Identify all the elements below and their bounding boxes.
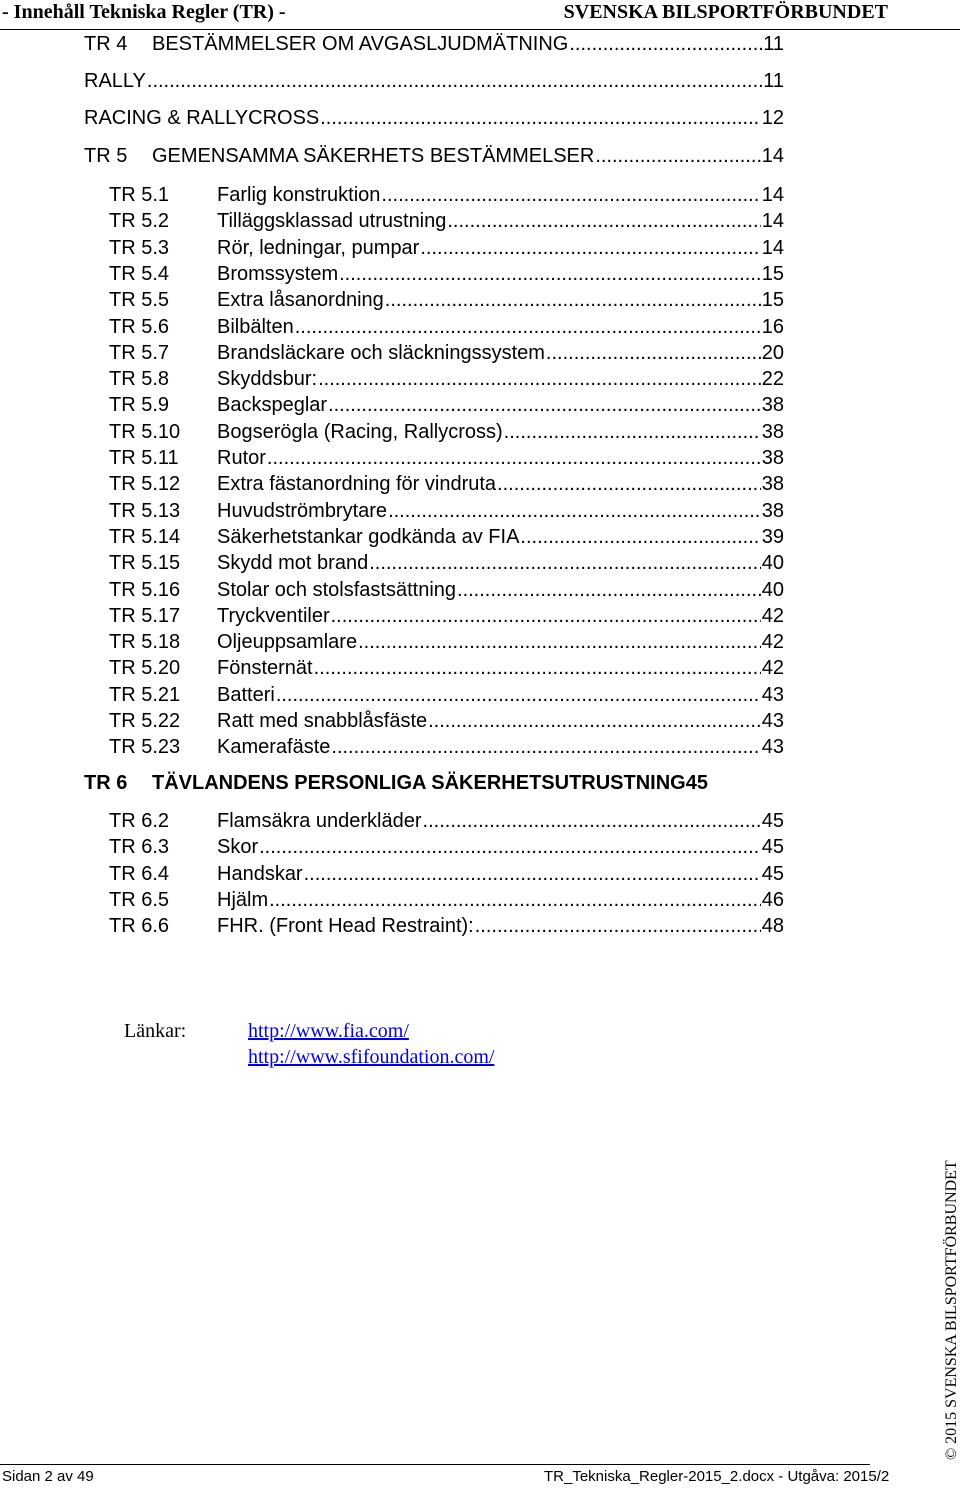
- toc-entry-number: TR 5.7: [109, 341, 170, 364]
- toc-entry-number: TR 5: [84, 145, 128, 167]
- header-right-text: SVENSKA BILSPORTFÖRBUNDET: [563, 1, 888, 23]
- toc-entry-page: 38: [761, 499, 784, 522]
- toc-entry-number: TR 5.16: [109, 578, 181, 601]
- toc-dot-leader: [504, 419, 761, 445]
- toc-entry-page: 11: [763, 70, 784, 92]
- toc-entry[interactable]: [84, 143, 784, 169]
- toc-entry-number: TR 5.3: [109, 236, 170, 259]
- toc-entry[interactable]: [109, 861, 784, 887]
- toc-entry[interactable]: [109, 419, 784, 445]
- toc-entry-number: TR 6.2: [109, 810, 170, 832]
- toc-entry[interactable]: [109, 498, 784, 524]
- toc-dot-leader: [267, 445, 761, 471]
- toc-entry-number: TR 5.12: [109, 473, 181, 496]
- toc-entry[interactable]: [109, 471, 784, 497]
- toc-entry-title: FHR. (Front Head Restraint):: [217, 915, 474, 938]
- footer-page-number: Sidan 2 av 49: [2, 1468, 94, 1485]
- toc-entry-number: TR 5.8: [109, 368, 170, 391]
- toc-entry-page: 22: [761, 368, 784, 391]
- footer-rule: [0, 1464, 870, 1465]
- toc-entry-page: 38: [761, 473, 784, 496]
- toc-entry[interactable]: [109, 182, 784, 208]
- toc-entry[interactable]: [109, 734, 784, 760]
- toc-entry-title: Säkerhetstankar godkända av FIA: [217, 525, 520, 548]
- toc-dot-leader: [447, 208, 760, 234]
- toc-dot-leader: [259, 834, 761, 860]
- toc-entry[interactable]: [109, 261, 784, 287]
- toc-entry[interactable]: [109, 834, 784, 860]
- toc-entry-title: TÄVLANDENS PERSONLIGA SÄKERHETSUTRUSTNING: [152, 772, 686, 794]
- toc-entry-page: 45: [761, 836, 784, 859]
- toc-entry-title: Extra fästanordning för vindruta: [217, 473, 497, 496]
- toc-entry-number: TR 6.6: [109, 915, 170, 938]
- toc-dot-leader: [147, 68, 762, 94]
- toc-entry-page: 14: [761, 145, 784, 167]
- toc-entry-number: TR 5.20: [109, 657, 181, 680]
- toc-entry-number: TR 5.21: [109, 683, 181, 706]
- toc-entry-page: 14: [761, 236, 784, 259]
- copyright-text: © 2015 SVENSKA BILSPORTFÖRBUNDET: [943, 1160, 960, 1460]
- toc-entry-title: Oljeuppsamlare: [217, 631, 358, 654]
- toc-entry[interactable]: [109, 808, 784, 834]
- toc-entry-title: Kamerafäste: [217, 736, 331, 759]
- toc-entry[interactable]: [109, 340, 784, 366]
- toc-entry-title: RALLY: [84, 70, 146, 92]
- toc-entry[interactable]: [109, 655, 784, 681]
- toc-entry-page: 16: [761, 315, 784, 338]
- toc-entry[interactable]: [109, 208, 784, 234]
- toc-entry-title: Brandsläckare och släckningssystem: [217, 341, 545, 364]
- toc-entry-number: TR 5.14: [109, 525, 181, 548]
- toc-dot-leader: [318, 366, 761, 392]
- toc-entry[interactable]: [84, 770, 784, 796]
- toc-entry[interactable]: [109, 445, 784, 471]
- toc-dot-leader: [369, 550, 761, 576]
- toc-entry-number: TR 5.18: [109, 631, 181, 654]
- toc-entry-title: Huvudströmbrytare: [217, 499, 388, 522]
- toc-entry-title: Stolar och stolsfastsättning: [217, 578, 457, 601]
- toc-entry-title: Ratt med snabblåsfäste: [217, 710, 428, 732]
- toc-dot-leader: [304, 861, 761, 887]
- toc-dot-leader: [423, 808, 761, 834]
- toc-entry-page: 42: [761, 657, 784, 680]
- toc-entry-number: TR 5.6: [109, 315, 170, 338]
- toc-entry-title: Hjälm: [217, 888, 269, 911]
- toc-dot-leader: [314, 655, 761, 681]
- toc-entry[interactable]: [109, 235, 784, 261]
- toc-entry[interactable]: [109, 577, 784, 603]
- toc-dot-leader: [385, 287, 761, 313]
- toc-entry[interactable]: [109, 913, 784, 939]
- toc-entry-title: Bilbälten: [217, 315, 294, 338]
- toc-entry-page: 45: [685, 772, 708, 794]
- toc-dot-leader: [457, 577, 761, 603]
- toc-entry[interactable]: [109, 314, 784, 340]
- toc-dot-leader: [331, 603, 761, 629]
- toc-dot-leader: [328, 392, 761, 418]
- toc-entry[interactable]: [109, 550, 784, 576]
- toc-entry-title: Extra låsanordning: [217, 289, 384, 312]
- toc-entry-number: TR 6.5: [109, 888, 170, 911]
- copyright-sidebar: [941, 1160, 960, 1460]
- toc-entry-title: RACING & RALLYCROSS: [84, 107, 320, 129]
- toc-entry-title: Bogserögla (Racing, Rallycross): [217, 420, 503, 443]
- toc-dot-leader: [428, 708, 761, 734]
- toc-entry[interactable]: [109, 392, 784, 418]
- toc-entry-page: 15: [761, 262, 784, 285]
- toc-entry-title: Tilläggsklassad utrustning: [217, 210, 447, 233]
- toc-entry-page: 48: [761, 915, 784, 938]
- toc-entry-title: Handskar: [217, 862, 303, 885]
- toc-entry-page: 15: [761, 289, 784, 312]
- header-left-text: - Innehåll Tekniska Regler (TR) -: [2, 1, 286, 23]
- toc-dot-leader: [269, 887, 761, 913]
- toc-entry-page: 20: [761, 341, 784, 364]
- link-sfifoundation[interactable]: http://www.sfifoundation.com/: [248, 1046, 495, 1068]
- toc-entry[interactable]: [109, 524, 784, 550]
- header-rule: [0, 29, 960, 30]
- toc-entry-title: Skyddsbur:: [217, 368, 318, 391]
- toc-entry-title: GEMENSAMMA SÄKERHETS BESTÄMMELSER: [152, 145, 595, 167]
- links-label: Länkar:: [124, 1020, 187, 1042]
- toc-entry-page: 42: [761, 604, 784, 627]
- toc-dot-leader: [331, 734, 760, 760]
- toc-entry-number: TR 5.1: [109, 184, 170, 206]
- toc-entry-page: 11: [763, 33, 784, 55]
- toc-entry-title: Farlig konstruktion: [217, 184, 381, 206]
- toc-entry-title: Tryckventiler: [217, 604, 330, 627]
- toc-entry-number: TR 5.11: [109, 447, 179, 469]
- toc-dot-leader: [569, 31, 762, 57]
- toc-entry-number: TR 5.9: [109, 394, 170, 417]
- toc-entry-number: TR 5.15: [109, 552, 181, 575]
- toc-entry-page: 39: [761, 525, 784, 548]
- toc-entry-page: 40: [761, 552, 784, 575]
- toc-entry-number: TR 5.22: [109, 710, 181, 732]
- toc-entry-page: 46: [761, 888, 784, 911]
- toc-entry-number: TR 4: [84, 33, 128, 55]
- toc-dot-leader: [388, 498, 761, 524]
- toc-entry-page: 14: [761, 210, 784, 233]
- toc-entry-number: TR 5.5: [109, 289, 170, 312]
- toc-dot-leader: [546, 340, 761, 366]
- toc-entry-number: TR 5.4: [109, 262, 170, 285]
- toc-entry[interactable]: [109, 603, 784, 629]
- toc-entry[interactable]: [109, 887, 784, 913]
- toc-entry-number: TR 5.13: [109, 499, 181, 522]
- toc-entry-page: 45: [761, 862, 784, 885]
- link-fia[interactable]: http://www.fia.com/: [248, 1020, 409, 1042]
- toc-entry[interactable]: [109, 366, 784, 392]
- toc-dot-leader: [381, 182, 760, 208]
- toc-entry-title: Rör, ledningar, pumpar: [217, 236, 420, 259]
- toc-entry-title: BESTÄMMELSER OM AVGASLJUDMÄTNING: [152, 33, 569, 55]
- toc-entry[interactable]: [109, 287, 784, 313]
- toc-entry-page: 43: [761, 683, 784, 706]
- toc-entry[interactable]: [84, 31, 784, 57]
- toc-dot-leader: [295, 314, 761, 340]
- toc-entry-number: TR 6.4: [109, 862, 170, 885]
- toc-entry-title: Skydd mot brand: [217, 552, 369, 575]
- page-header: [0, 0, 960, 30]
- page-footer: [0, 1464, 960, 1489]
- toc-entry-title: Flamsäkra underkläder: [217, 810, 422, 832]
- toc-entry-number: TR 5.17: [109, 604, 181, 627]
- toc-entry-number: TR 6.3: [109, 836, 170, 859]
- toc-dot-leader: [339, 261, 761, 287]
- toc-entry-page: 38: [761, 394, 784, 417]
- toc-dot-leader: [358, 629, 761, 655]
- toc-entry-page: 40: [761, 578, 784, 601]
- toc-entry-page: 42: [761, 631, 784, 654]
- toc-entry-page: 38: [761, 420, 784, 443]
- toc-entry-number: TR 5.23: [109, 736, 181, 759]
- toc-entry-title: Bromssystem: [217, 262, 339, 285]
- toc-entry-number: TR 5.2: [109, 210, 170, 233]
- toc-entry[interactable]: [84, 105, 784, 131]
- toc-entry-title: Skor: [217, 836, 259, 859]
- toc-entry-number: TR 5.10: [109, 420, 181, 443]
- toc-entry[interactable]: [84, 68, 784, 94]
- toc-dot-leader: [595, 143, 760, 169]
- toc-entry[interactable]: [109, 708, 784, 734]
- toc-entry[interactable]: [109, 682, 784, 708]
- toc-entry-title: Batteri: [217, 683, 275, 706]
- toc-entry-title: Fönsternät: [217, 657, 313, 680]
- toc-entry-page: 43: [761, 736, 784, 759]
- toc-dot-leader: [475, 913, 761, 939]
- toc-entry-page: 12: [761, 107, 784, 129]
- toc-entry-title: Backspeglar: [217, 394, 328, 417]
- toc-entry-page: 45: [761, 810, 784, 832]
- toc-entry-page: 38: [761, 447, 784, 469]
- toc-entry[interactable]: [109, 629, 784, 655]
- toc-dot-leader: [276, 682, 761, 708]
- toc-entry-page: 14: [761, 184, 784, 206]
- toc-dot-leader: [420, 235, 760, 261]
- toc-dot-leader: [520, 524, 760, 550]
- toc-dot-leader: [497, 471, 761, 497]
- toc-entry-number: TR 6: [84, 772, 128, 794]
- toc-entry-page: 43: [761, 710, 784, 732]
- toc-entry-title: Rutor: [217, 447, 266, 469]
- toc-dot-leader: [320, 105, 761, 131]
- footer-document-info: TR_Tekniska_Regler-2015_2.docx - Utgåva: 2015/2: [544, 1468, 890, 1485]
